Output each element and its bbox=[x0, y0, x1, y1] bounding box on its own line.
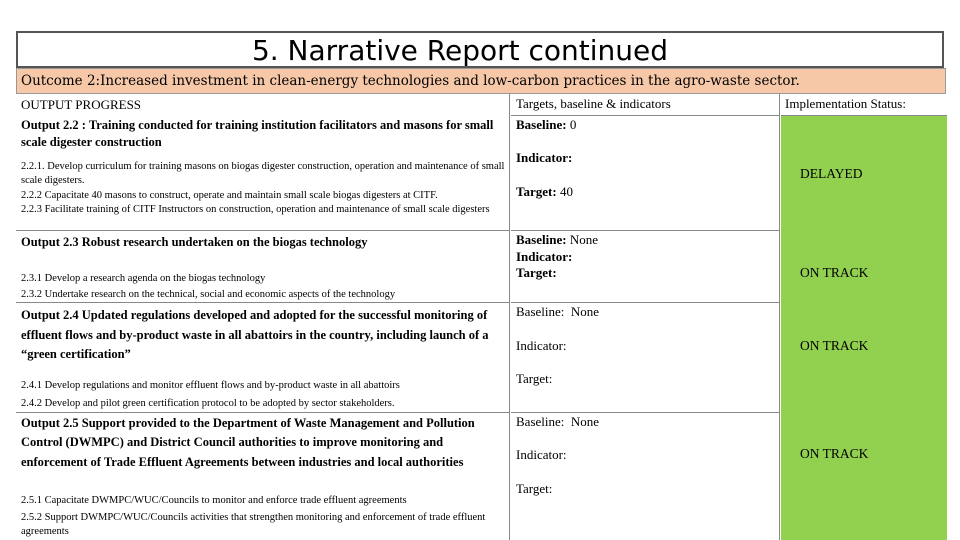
baseline-value: None bbox=[569, 232, 598, 247]
status-badge-2-4: ON TRACK bbox=[800, 338, 869, 353]
activity-2-3-1: 2.3.1 Develop a research agenda on the biogas technology bbox=[21, 273, 266, 284]
activity-2-4-1: 2.4.1 Develop regulations and monitor effluent flows and by-product waste in all abattoirs bbox=[21, 380, 400, 391]
activity-2-4-2: 2.4.2 Develop and pilot green certification protocol to be adopted by sector stakeholders. bbox=[21, 398, 395, 409]
page-title: 5. Narrative Report continued bbox=[251, 34, 669, 67]
activity-2-5-1: 2.5.1 Capacitate DWMPC/WUC/Councils to monitor and enforce trade effluent agreements bbox=[21, 495, 407, 506]
row-2-5-targets bbox=[511, 413, 780, 540]
output-2-2-title: Output 2.2 : Training conducted for training institution facilitators and masons for small scale digester construction bbox=[21, 118, 494, 149]
targets-header: Targets, baseline & indicators bbox=[516, 96, 671, 111]
target-label: Target: bbox=[516, 265, 557, 280]
row-2-2-output bbox=[16, 94, 510, 231]
activity-2-5-2: 2.5.2 Support DWMPC/WUC/Councils activities that strengthen monitoring and enforcement of trade effluent agreements bbox=[21, 512, 486, 537]
target-label: Target: bbox=[516, 371, 553, 386]
output-progress-header: OUTPUT PROGRESS bbox=[21, 97, 142, 112]
baseline-value: None bbox=[570, 304, 600, 319]
activity-2-2-2: 2.2.2 Capacitate 40 masons to construct, operate and maintain small scale biogas digesters at CITF. bbox=[21, 190, 438, 201]
indicator-label: Indicator: bbox=[516, 447, 567, 462]
baseline-label: Baseline: bbox=[516, 232, 567, 247]
indicator-label: Indicator: bbox=[516, 150, 573, 165]
output-2-4-title: Output 2.4 Updated regulations developed and adopted for the successful monitoring of effluent flows and by-product waste in all abattoirs in the country, including launch of a “green certification” bbox=[21, 308, 489, 361]
targets-header-cell bbox=[511, 94, 780, 116]
indicator-label: Indicator: bbox=[516, 338, 567, 353]
row-2-3-targets bbox=[511, 231, 780, 303]
activity-2-2-3: 2.2.3 Facilitate training of CITF Instructors on construction, operation and maintenance of small scale digesters bbox=[21, 204, 490, 215]
target-label: Target: bbox=[516, 184, 557, 199]
activity-2-2-1: 2.2.1. Develop curriculum for training masons on biogas digester construction, operation and maintenance of small scale digesters. bbox=[21, 161, 505, 186]
target-value: 40 bbox=[559, 184, 573, 199]
row-2-3-output bbox=[16, 231, 510, 303]
status-column bbox=[781, 94, 947, 540]
activity-2-3-2: 2.3.2 Undertake research on the technical, social and economic aspects of the technology bbox=[21, 289, 396, 300]
row-2-4-output bbox=[16, 303, 510, 413]
indicator-label: Indicator: bbox=[516, 249, 573, 264]
baseline-label: Baseline: bbox=[516, 304, 565, 319]
status-badge-2-2: DELAYED bbox=[800, 166, 863, 181]
row-2-2-targets bbox=[511, 116, 780, 231]
outcome-banner: Outcome 2:Increased investment in clean-energy technologies and low-carbon practices in the agro-waste sector. bbox=[16, 68, 946, 94]
baseline-label: Baseline: bbox=[516, 117, 567, 132]
status-header-cell bbox=[781, 94, 947, 116]
row-2-5-output bbox=[16, 413, 510, 540]
status-badge-2-3: ON TRACK bbox=[800, 265, 869, 280]
report-table bbox=[16, 94, 947, 540]
row-2-4-targets bbox=[511, 303, 780, 413]
status-badge-2-5: ON TRACK bbox=[800, 446, 869, 461]
baseline-label: Baseline: bbox=[516, 414, 565, 429]
status-header: Implementation Status: bbox=[785, 96, 906, 111]
output-2-5-title: Output 2.5 Support provided to the Department of Waste Management and Pollution Control (DWMPC) and District Council authorities to improve monitoring and enforcement of Trade Effluent Agreements between industries and local authorities bbox=[21, 416, 475, 469]
output-2-3-title: Output 2.3 Robust research undertaken on the biogas technology bbox=[21, 235, 368, 249]
baseline-value: None bbox=[570, 414, 600, 429]
target-label: Target: bbox=[516, 481, 553, 496]
title-box bbox=[16, 31, 944, 68]
baseline-value: 0 bbox=[569, 117, 577, 132]
